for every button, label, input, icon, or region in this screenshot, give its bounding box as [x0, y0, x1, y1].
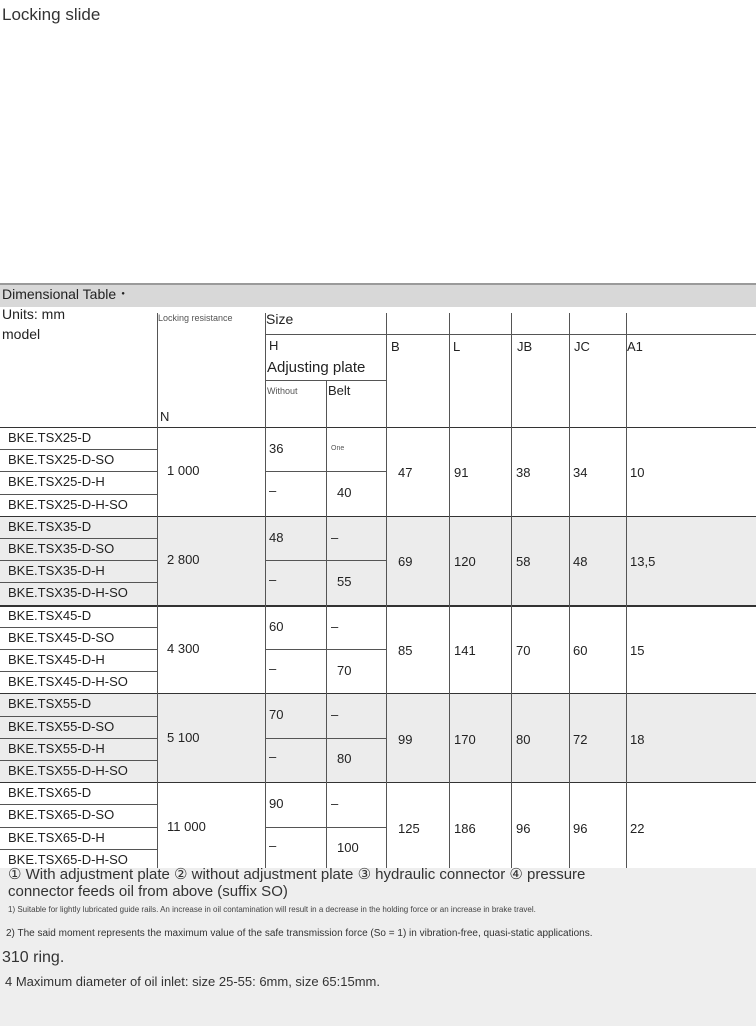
header-divider [449, 313, 450, 427]
l-value: 186 [454, 820, 476, 836]
belt-value-bottom: 70 [337, 662, 352, 678]
locking-resistance-value: 5 100 [167, 729, 200, 745]
table-row-model: BKE.TSX35-D-H [8, 563, 105, 579]
without-label: Without [267, 386, 298, 396]
b-value: 47 [398, 465, 413, 481]
belt-value-bottom: 80 [337, 751, 352, 767]
column-b-header: B [391, 339, 400, 354]
l-value: 170 [454, 731, 476, 747]
row-divider [0, 738, 157, 739]
locking-resistance-label: Locking resistance [158, 313, 233, 323]
adjusting-plate-label: Adjusting plate [267, 359, 366, 376]
cell-divider [386, 427, 387, 516]
cell-divider [157, 605, 158, 694]
belt-value-top: – [331, 529, 339, 545]
jb-value: 80 [516, 731, 531, 747]
a1-value: 18 [630, 731, 645, 747]
cell-divider [626, 605, 627, 694]
table-row-model: BKE.TSX35-D-H-SO [8, 585, 128, 601]
row-divider [0, 827, 157, 828]
cell-divider [626, 782, 627, 871]
group-divider [0, 516, 756, 517]
header-divider [157, 313, 158, 427]
footnote-4: 4 Maximum diameter of oil inlet: size 25-55: 6mm, size 65:15mm. [5, 974, 380, 989]
column-jb-header: JB [517, 339, 533, 354]
h-split [265, 560, 386, 561]
cell-divider [386, 516, 387, 605]
row-divider [0, 582, 157, 583]
header-divider [511, 313, 512, 427]
group-divider [0, 605, 756, 607]
cell-divider [157, 782, 158, 871]
table-heading [2, 284, 132, 344]
h-value-bottom: – [269, 749, 277, 765]
l-value: 141 [454, 643, 476, 658]
cell-divider [449, 693, 450, 782]
b-value: 125 [398, 820, 420, 836]
row-divider [0, 716, 157, 717]
h-value-top: 36 [269, 441, 284, 456]
l-value: 120 [454, 554, 476, 570]
cell-divider [449, 427, 450, 516]
row-divider [0, 494, 157, 495]
cell-divider [626, 427, 627, 516]
row-divider [0, 560, 157, 561]
cell-divider [569, 605, 570, 694]
belt-value-top: – [331, 618, 339, 634]
footnote-3: 310 ring. [2, 949, 65, 966]
cell-divider [569, 427, 570, 516]
cell-divider [449, 782, 450, 871]
table-row-model: BKE.TSX65-D-H [8, 829, 105, 845]
row-divider [0, 671, 157, 672]
row-divider [0, 627, 157, 628]
h-value-top: 48 [269, 529, 284, 545]
jb-value: 70 [516, 643, 531, 658]
row-divider [0, 649, 157, 650]
column-a1-header: A1 [627, 339, 643, 354]
table-row-model: BKE.TSX55-D-SO [8, 718, 115, 734]
column-l-header: L [453, 339, 461, 354]
header-divider [265, 334, 756, 335]
group-divider [0, 693, 756, 694]
table-row-model: BKE.TSX45-D [8, 607, 92, 623]
jb-value: 58 [516, 554, 531, 570]
model-column-label: model [2, 326, 41, 342]
cell-divider [449, 516, 450, 605]
cell-divider [569, 782, 570, 871]
row-divider [0, 449, 157, 450]
cell-divider [569, 516, 570, 605]
cell-divider [626, 693, 627, 782]
cell-divider [511, 782, 512, 871]
table-row-model: BKE.TSX45-D-H-SO [8, 674, 128, 690]
l-value: 91 [454, 465, 469, 481]
b-value: 99 [398, 731, 413, 747]
header-divider [569, 313, 570, 427]
table-row-model: BKE.TSX35-D-SO [8, 541, 115, 556]
jc-value: 72 [573, 731, 588, 747]
h-value-bottom: – [269, 660, 277, 676]
jc-value: 34 [573, 465, 588, 481]
table-row-model: BKE.TSX55-D [8, 696, 92, 712]
h-value-top: 90 [269, 796, 284, 812]
locking-resistance-value: 11 000 [167, 818, 206, 834]
cell-divider [511, 516, 512, 605]
belt-value-bottom: 40 [337, 485, 352, 500]
table-row-model: BKE.TSX25-D-H [8, 474, 105, 490]
column-jc-header: JC [574, 339, 590, 354]
cell-divider [626, 516, 627, 605]
table-row-model: BKE.TSX45-D-H [8, 652, 105, 667]
footnote-1: 1) Suitable for lightly lubricated guide rails. An increase in oil contamination will result in a decrease in the holding force or an increase in brake travel. [8, 905, 536, 914]
belt-value-top: – [331, 707, 339, 723]
cell-divider [449, 605, 450, 694]
table-row-model: BKE.TSX65-D-H-SO [8, 851, 128, 867]
h-value-bottom: – [269, 483, 277, 498]
belt-value-bottom: 100 [337, 840, 359, 856]
cell-divider [157, 516, 158, 605]
cell-divider [386, 782, 387, 871]
h-split [265, 471, 386, 472]
header-divider [386, 313, 387, 427]
table-row-model: BKE.TSX25-D-H-SO [8, 496, 128, 512]
jb-value: 38 [516, 465, 531, 481]
h-value-top: 70 [269, 707, 284, 723]
table-row-model: BKE.TSX55-D-H [8, 740, 105, 756]
h-value-bottom: – [269, 838, 277, 854]
jc-value: 48 [573, 554, 588, 570]
row-divider [0, 760, 157, 761]
b-value: 69 [398, 554, 413, 570]
row-divider [0, 804, 157, 805]
n-unit-label: N [160, 409, 170, 424]
footnote-2: 2) The said moment represents the maximum value of the safe transmission force (So = 1) in vibration-free, quasi-static applications. [6, 928, 593, 939]
row-divider [0, 471, 157, 472]
header-divider [326, 380, 327, 427]
h-split [265, 827, 386, 828]
table-row-model: BKE.TSX45-D-SO [8, 629, 115, 645]
table-row-model: BKE.TSX65-D [8, 785, 92, 801]
page-title: Locking slide [2, 5, 101, 24]
cell-divider [511, 427, 512, 516]
jc-value: 60 [573, 643, 588, 658]
locking-resistance-value: 2 800 [167, 552, 200, 568]
footnote-main: ① With adjustment plate ② without adjustment plate ③ hydraulic connector ④ pressure connector feeds oil from above (suffix SO) [8, 866, 586, 900]
header-divider [626, 313, 627, 427]
locking-resistance-value: 1 000 [167, 463, 200, 479]
table-row-model: BKE.TSX25-D-SO [8, 452, 115, 468]
h-split [265, 649, 386, 650]
jb-value: 96 [516, 820, 531, 836]
table-row-model: BKE.TSX65-D-SO [8, 807, 115, 823]
h-value-bottom: – [269, 571, 277, 587]
cell-divider [386, 693, 387, 782]
belt-value-top: One [331, 445, 345, 452]
cell-divider [157, 427, 158, 516]
jc-value: 96 [573, 820, 588, 836]
b-value: 85 [398, 643, 413, 658]
a1-value: 13,5 [630, 554, 656, 570]
belt-label: Belt [328, 383, 351, 398]
row-divider [0, 849, 157, 850]
a1-value: 15 [630, 643, 645, 658]
cell-divider [511, 693, 512, 782]
group-divider [0, 427, 756, 428]
h-column-label: H [269, 338, 279, 353]
belt-value-top: – [331, 796, 339, 812]
cell-divider [157, 693, 158, 782]
group-divider [0, 782, 756, 783]
cell-divider [386, 605, 387, 694]
h-split [265, 738, 386, 739]
cell-divider [569, 693, 570, 782]
belt-value-bottom: 55 [337, 573, 352, 589]
table-heading-text: Dimensional Table・Units: mm [2, 286, 131, 322]
table-row-model: BKE.TSX55-D-H-SO [8, 763, 128, 778]
table-row-model: BKE.TSX25-D [8, 430, 92, 445]
header-divider [265, 313, 266, 427]
cell-divider [511, 605, 512, 694]
h-value-top: 60 [269, 618, 284, 634]
size-label: Size [266, 311, 294, 327]
row-divider [0, 538, 157, 539]
a1-value: 22 [630, 820, 645, 836]
a1-value: 10 [630, 465, 645, 481]
table-row-model: BKE.TSX35-D [8, 518, 92, 534]
locking-resistance-value: 4 300 [167, 641, 200, 656]
